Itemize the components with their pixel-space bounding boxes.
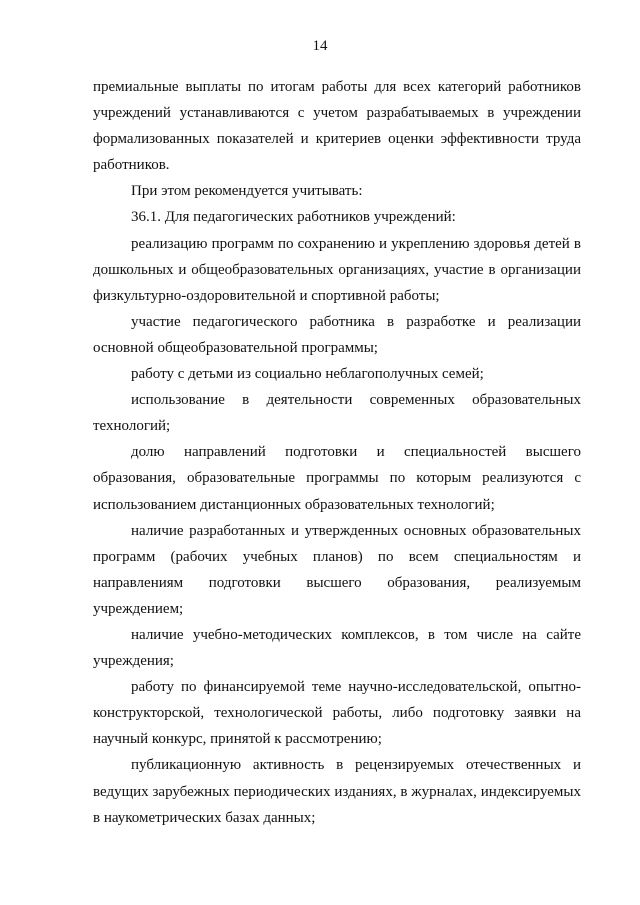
paragraph-research-work: работу по финансируемой теме научно-исследовательской, опытно-конструкторской, технологической работы, либо подготовку заявки на научный конкурс, принятой к рассмотрению; [93,679,581,748]
paragraph-recommendation-intro: При этом рекомендуется учитывать: [131,183,363,200]
paragraph-methodical-complexes: наличие учебно-методических комплексов, в том числе на сайте учреждения; [93,626,581,670]
paragraph-approved-programs: наличие разработанных и утвержденных основных образовательных программ (рабочих учебных планов) по всем специальностям и направлениям подготовки высшего образования, реализуемым учреждением; [93,522,581,617]
paragraph-publication-activity: публикационную активность в рецензируемых отечественных и ведущих зарубежных периодических изданиях, в журналах, индексируемых в наукометрических базах данных; [93,757,581,826]
paragraph-modern-technologies: использование в деятельности современных образовательных технологий; [93,392,581,435]
paragraph-distance-learning: долю направлений подготовки и специальностей высшего образования, образовательные программы по которым реализуются с использованием дистанционных образовательных технологий; [93,444,581,513]
paragraph-health-programs: реализацию программ по сохранению и укреплению здоровья детей в дошкольных и общеобразовательных организациях, участие в организации физкультурно-оздоровительной и спортивной работы; [93,235,581,304]
paragraph-section-36-1: 36.1. Для педагогических работников учреждений: [131,209,456,226]
document-body [93,74,581,831]
paragraph-bonus-payments: премиальные выплаты по итогам работы для всех категорий работников учреждений устанавливаются с учетом разрабатываемых в учреждении формализованных показателей и критериев оценки эффективности труда работников. [93,79,581,174]
paragraph-disadvantaged-families: работу с детьми из социально неблагополучных семей; [131,366,484,383]
paragraph-educational-program: участие педагогического работника в разработке и реализации основной общеобразовательной программы; [93,313,581,356]
page-number: 14 [312,38,328,54]
